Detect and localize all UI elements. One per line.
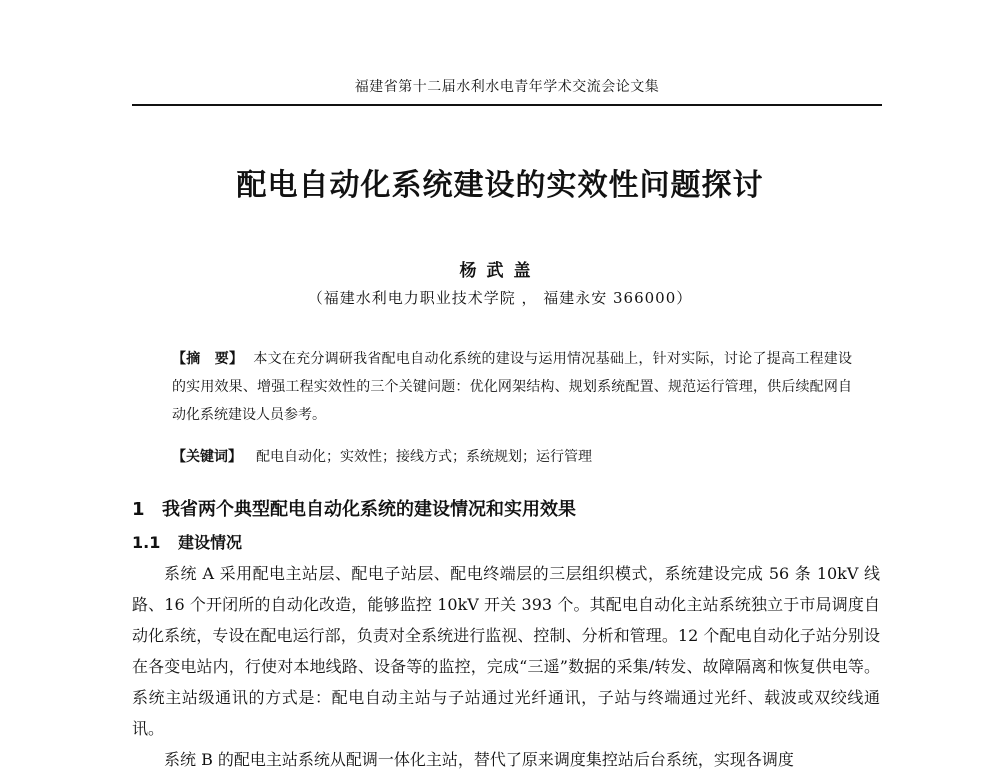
section-1-number: 1 xyxy=(132,499,145,520)
section-1-1-heading xyxy=(132,530,242,553)
paragraph-1-text: 系统 A 采用配电主站层、配电子站层、配电终端层的三层组织模式，系统建设完成 56 条 10kV 线路、16 个开闭所的自动化改造，能够监控 10kV 开关 393 个。其配电自动化主站系统独立于市局调度自动化系统，专设在配电运行部，负责对全系统进行监视、控制、分析和管理。12 个配电自动化子站分别设在各变电站内，行使对本地线路、设备等的监控，完成“三遥”数据的采集/转发、故障隔离和恢复供电等。系统主站级通讯的方式是：配电自动主站与子站通过光纤通讯，子站与终端通过光纤、载波或双绞线通讯。 xyxy=(132,564,880,738)
section-1-1-title: 建设情况 xyxy=(178,533,243,552)
keywords xyxy=(172,443,852,471)
paper-title: 配电自动化系统建设的实效性问题探讨 xyxy=(236,168,764,203)
section-1-1-number: 1.1 xyxy=(132,533,161,552)
abstract xyxy=(172,345,852,429)
body-paragraph-2-partial: 系统 B 的配电主站系统从配调一体化主站，替代了原来调度集控站后台系统，实现各调度 xyxy=(164,750,794,769)
section-1-heading xyxy=(132,495,576,521)
abstract-label: 【摘 要】 xyxy=(172,351,244,367)
author-name: 杨武盖 xyxy=(459,261,541,281)
header-rule xyxy=(132,104,882,106)
keywords-text: 配电自动化；实效性；接线方式；系统规划；运行管理 xyxy=(256,449,592,465)
keywords-label: 【关键词】 xyxy=(172,449,242,465)
section-1-title: 我省两个典型配电自动化系统的建设情况和实用效果 xyxy=(162,499,576,520)
author-affiliation: （福建水利电力职业技术学院 ， 福建永安 366000） xyxy=(307,289,693,307)
body-paragraph-1 xyxy=(132,558,880,744)
running-header: 福建省第十二届水利水电青年学术交流会论文集 xyxy=(354,79,660,95)
abstract-text: 本文在充分调研我省配电自动化系统的建设与运用情况基础上，针对实际，讨论了提高工程建设的实用效果、增强工程实效性的三个关键问题：优化网架结构、规划系统配置、规范运行管理，供后续配网自动化系统建设人员参考。 xyxy=(172,351,853,423)
